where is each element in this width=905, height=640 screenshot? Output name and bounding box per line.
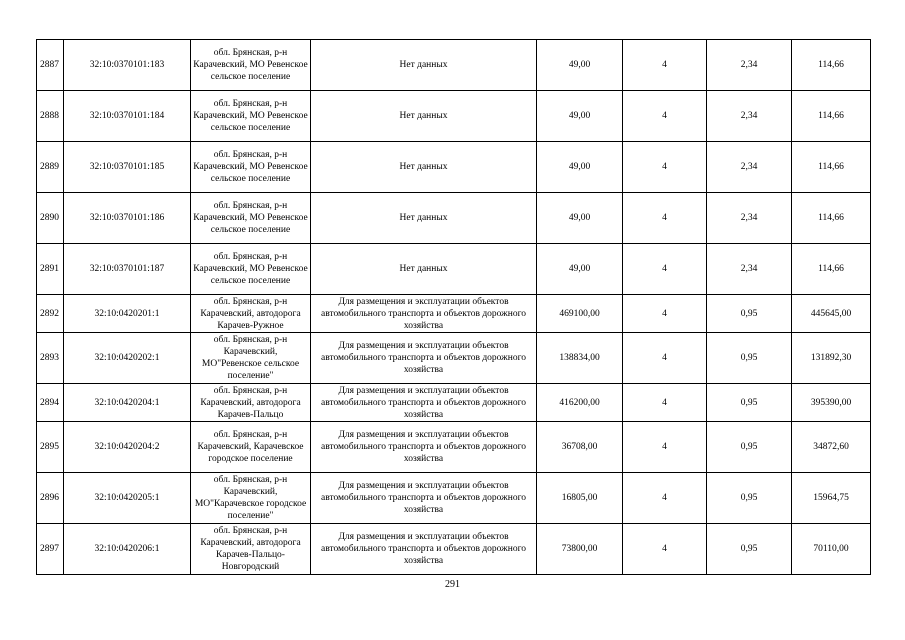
table-row [37,244,871,295]
permitted-use: Нет данных [311,91,537,142]
group: 4 [623,384,707,422]
area: 16805,00 [537,473,623,524]
cadastral-number: 32:10:0370101:183 [64,40,191,91]
table-row [37,422,871,473]
row-number: 2890 [37,193,64,244]
permitted-use: Для размещения и эксплуатации объектов автомобильного транспорта и объектов дорожного хозяйства [311,295,537,333]
area: 469100,00 [537,295,623,333]
table-row [37,142,871,193]
cadastral-value: 114,66 [792,244,871,295]
row-number: 2892 [37,295,64,333]
rate: 2,34 [707,193,792,244]
table-row [37,40,871,91]
cadastral-value: 114,66 [792,142,871,193]
cadastral-value: 395390,00 [792,384,871,422]
table-row [37,295,871,333]
rate: 2,34 [707,91,792,142]
permitted-use: Нет данных [311,244,537,295]
area: 49,00 [537,40,623,91]
row-number: 2888 [37,91,64,142]
cadastral-number: 32:10:0420201:1 [64,295,191,333]
permitted-use: Нет данных [311,193,537,244]
page-number: 291 [445,579,460,590]
address: обл. Брянская, р-н Карачевский, МО"Ревенское сельское поселение" [191,333,311,384]
address: обл. Брянская, р-н Карачевский, МО Ревенское сельское поселение [191,193,311,244]
address: обл. Брянская, р-н Карачевский, МО Ревенское сельское поселение [191,244,311,295]
table-row [37,384,871,422]
address: обл. Брянская, р-н Карачевский, МО"Карачевское городское поселение" [191,473,311,524]
area: 49,00 [537,244,623,295]
row-number: 2896 [37,473,64,524]
row-number: 2893 [37,333,64,384]
rate: 0,95 [707,333,792,384]
cadastral-number: 32:10:0370101:184 [64,91,191,142]
permitted-use: Для размещения и эксплуатации объектов автомобильного транспорта и объектов дорожного хозяйства [311,524,537,575]
cadastral-value: 34872,60 [792,422,871,473]
address: обл. Брянская, р-н Карачевский, автодорога Карачев-Ружное [191,295,311,333]
cadastral-value: 131892,30 [792,333,871,384]
group: 4 [623,473,707,524]
cadastral-number: 32:10:0420206:1 [64,524,191,575]
table-row [37,473,871,524]
table-row [37,524,871,575]
group: 4 [623,91,707,142]
group: 4 [623,333,707,384]
rate: 0,95 [707,384,792,422]
row-number: 2897 [37,524,64,575]
cadastral-number: 32:10:0420202:1 [64,333,191,384]
group: 4 [623,193,707,244]
permitted-use: Для размещения и эксплуатации объектов автомобильного транспорта и объектов дорожного хозяйства [311,422,537,473]
rate: 0,95 [707,422,792,473]
cadastral-number: 32:10:0370101:185 [64,142,191,193]
permitted-use: Для размещения и эксплуатации объектов автомобильного транспорта и объектов дорожного хозяйства [311,473,537,524]
table-row [37,193,871,244]
permitted-use: Для размещения и эксплуатации объектов автомобильного транспорта и объектов дорожного хозяйства [311,333,537,384]
rate: 0,95 [707,524,792,575]
cadastral-value: 70110,00 [792,524,871,575]
rate: 2,34 [707,40,792,91]
row-number: 2891 [37,244,64,295]
cadastral-value: 114,66 [792,193,871,244]
row-number: 2895 [37,422,64,473]
cadastral-number: 32:10:0370101:187 [64,244,191,295]
area: 73800,00 [537,524,623,575]
cadastral-value: 445645,00 [792,295,871,333]
address: обл. Брянская, р-н Карачевский, автодорога Карачев-Пальцо [191,384,311,422]
address: обл. Брянская, р-н Карачевский, МО Ревенское сельское поселение [191,40,311,91]
rate: 0,95 [707,473,792,524]
row-number: 2889 [37,142,64,193]
area: 416200,00 [537,384,623,422]
permitted-use: Нет данных [311,142,537,193]
address: обл. Брянская, р-н Карачевский, автодорога Карачев-Пальцо-Новгородский [191,524,311,575]
permitted-use: Для размещения и эксплуатации объектов автомобильного транспорта и объектов дорожного хозяйства [311,384,537,422]
cadastral-number: 32:10:0420204:2 [64,422,191,473]
group: 4 [623,524,707,575]
cadastral-value: 114,66 [792,91,871,142]
row-number: 2887 [37,40,64,91]
group: 4 [623,422,707,473]
group: 4 [623,295,707,333]
area: 36708,00 [537,422,623,473]
row-number: 2894 [37,384,64,422]
group: 4 [623,244,707,295]
rate: 2,34 [707,142,792,193]
area: 49,00 [537,142,623,193]
address: обл. Брянская, р-н Карачевский, МО Ревенское сельское поселение [191,142,311,193]
address: обл. Брянская, р-н Карачевский, Карачевское городское поселение [191,422,311,473]
address: обл. Брянская, р-н Карачевский, МО Ревенское сельское поселение [191,91,311,142]
cadastral-value: 15964,75 [792,473,871,524]
area: 49,00 [537,193,623,244]
cadastral-number: 32:10:0420205:1 [64,473,191,524]
cadastral-value: 114,66 [792,40,871,91]
permitted-use: Нет данных [311,40,537,91]
rate: 2,34 [707,244,792,295]
table-row [37,91,871,142]
land-parcels-table [36,39,871,575]
cadastral-number: 32:10:0420204:1 [64,384,191,422]
area: 49,00 [537,91,623,142]
cadastral-number: 32:10:0370101:186 [64,193,191,244]
table-row [37,333,871,384]
group: 4 [623,142,707,193]
group: 4 [623,40,707,91]
area: 138834,00 [537,333,623,384]
rate: 0,95 [707,295,792,333]
